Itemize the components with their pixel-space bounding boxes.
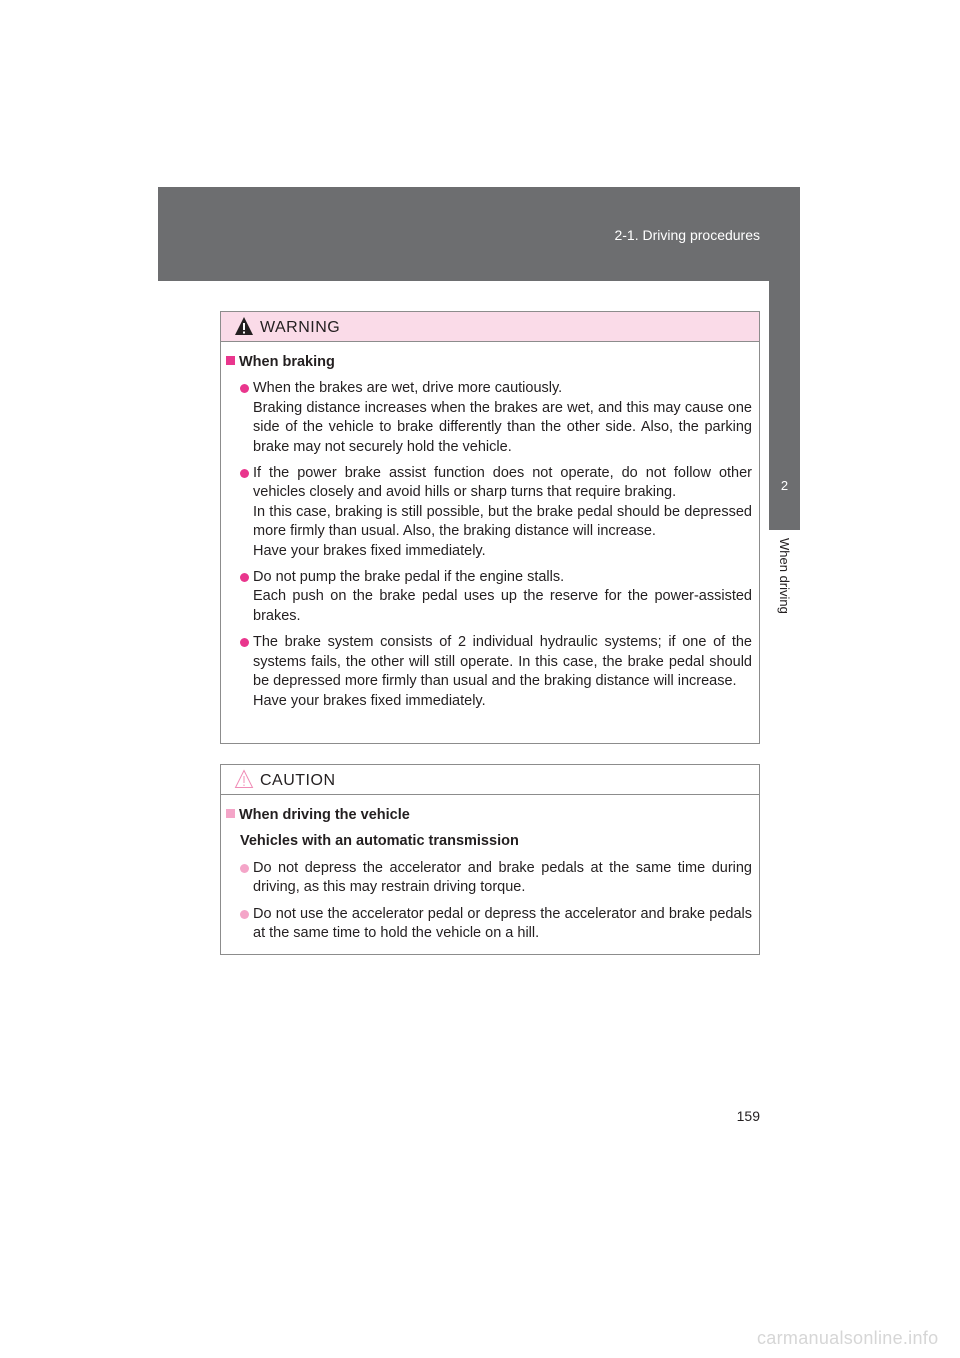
- footer-watermark: carmanualsonline.info: [757, 1328, 939, 1348]
- caution-box: [220, 764, 760, 955]
- item-text: Do not depress the accelerator and brake pedals at the same time during driving, as this may restrain driving torque.: [253, 859, 752, 896]
- chapter-tab: [769, 281, 800, 530]
- circle-bullet-icon: [240, 573, 249, 582]
- item-text: Have your brakes fixed immediately.: [253, 542, 486, 559]
- header-band: [158, 187, 800, 281]
- warning-body: [221, 342, 759, 711]
- page-number: 159: [736, 1108, 760, 1124]
- list-item: [226, 633, 752, 711]
- circle-bullet-icon: [240, 384, 249, 393]
- caution-body: [221, 795, 759, 943]
- circle-bullet-icon: [240, 469, 249, 478]
- circle-bullet-icon: [240, 910, 249, 919]
- item-text: Have your brakes fixed immediately.: [253, 692, 486, 709]
- list-item: [226, 379, 752, 457]
- caution-icon: [234, 769, 254, 789]
- list-item: [226, 568, 752, 626]
- chapter-number: 2: [780, 478, 789, 493]
- item-text: In this case, braking is still possible, but the brake pedal should be depressed more firmly than usual. Also, the braking distance will increase.: [253, 503, 752, 540]
- list-item: [226, 905, 752, 944]
- circle-bullet-icon: [240, 864, 249, 873]
- caution-heading-text: When driving the vehicle: [239, 807, 410, 823]
- caution-header: [221, 765, 759, 795]
- item-text: If the power brake assist function does not operate, do not follow other vehicles closely and avoid hills or sharp turns that require braking.: [253, 465, 752, 501]
- square-bullet-icon: [226, 809, 235, 818]
- item-text: The brake system consists of 2 individual hydraulic systems; if one of the systems fails, the other will still operate. In this case, the brake pedal should be depressed more firmly than usual and the braking distance will increase.: [253, 634, 752, 690]
- item-text: Do not use the accelerator pedal or depress the accelerator and brake pedals at the same time to hold the vehicle on a hill.: [253, 905, 752, 942]
- warning-title: WARNING: [260, 319, 341, 336]
- item-text: Each push on the brake pedal uses up the reserve for the power-assisted brakes.: [253, 588, 752, 624]
- circle-bullet-icon: [240, 638, 249, 647]
- warning-icon: [234, 316, 254, 336]
- chapter-label: When driving: [777, 538, 792, 614]
- warning-heading: [226, 353, 752, 372]
- section-title: 2-1. Driving procedures: [614, 227, 760, 243]
- list-item: [226, 464, 752, 561]
- square-bullet-icon: [226, 356, 235, 365]
- item-text: Do not pump the brake pedal if the engine stalls.: [253, 569, 565, 586]
- item-text: When the brakes are wet, drive more cautiously.: [253, 380, 563, 397]
- warning-box: [220, 311, 760, 744]
- caution-heading: [226, 806, 752, 825]
- item-text: Braking distance increases when the brakes are wet, and this may cause one side of the vehicle to brake differently than the other side. Also, the parking brake may not securely hold the vehicle.: [253, 399, 752, 455]
- caution-title: CAUTION: [260, 772, 336, 789]
- warning-heading-text: When braking: [239, 354, 335, 370]
- chapter-label-wrap: [769, 530, 800, 630]
- caution-subheading: Vehicles with an automatic transmission: [240, 833, 519, 850]
- warning-header: [221, 312, 759, 342]
- list-item: [226, 859, 752, 898]
